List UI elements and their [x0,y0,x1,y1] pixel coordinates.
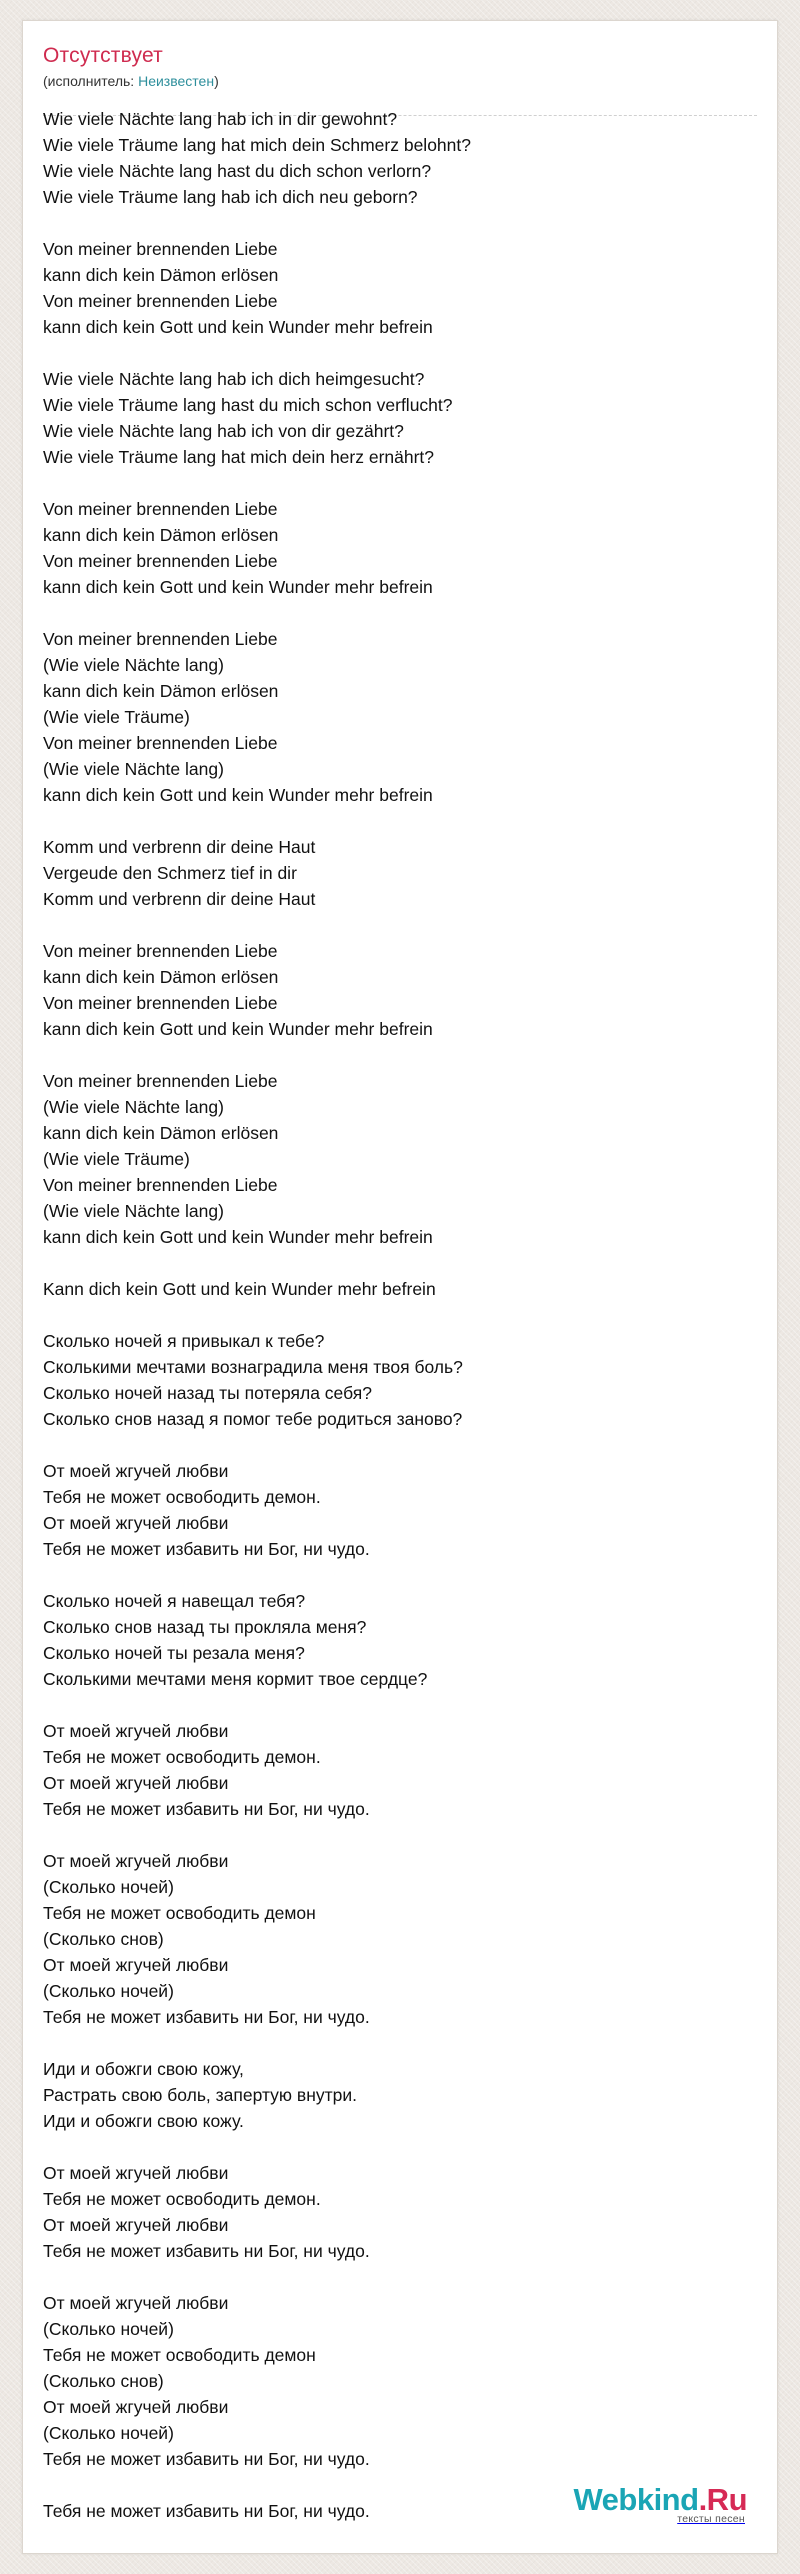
lyrics-stanza [43,2160,743,2264]
song-title: Отсутствует [43,44,163,67]
lyric-line: (Сколько ночей) [43,2423,174,2443]
lyric-line: Von meiner brennenden Liebe [43,1071,278,1091]
lyrics-stanza [43,834,743,912]
lyric-line: (Wie viele Nächte lang) [43,759,224,779]
lyrics-stanza [43,2290,743,2472]
lyric-line: Сколькими мечтами меня кормит твое сердце? [43,1669,428,1689]
lyrics-stanza [43,1588,743,1692]
lyric-line: Иди и обожги свою кожу, [43,2059,244,2079]
lyric-line: Тебя не может освободить демон. [43,1747,321,1767]
artist-link[interactable]: Неизвестен [138,73,215,89]
lyric-line: kann dich kein Dämon erlösen [43,1123,279,1143]
lyric-line: kann dich kein Gott und kein Wunder mehr befrein [43,785,433,805]
lyric-line: Von meiner brennenden Liebe [43,239,278,259]
lyric-line: Von meiner brennenden Liebe [43,1175,278,1195]
logo-word: Webkind [573,2482,699,2517]
lyrics-stanza [43,496,743,600]
lyric-line: Тебя не может освободить демон. [43,1487,321,1507]
lyric-line: (Wie viele Nächte lang) [43,1097,224,1117]
lyric-line: (Сколько снов) [43,1929,164,1949]
lyric-line: Von meiner brennenden Liebe [43,993,278,1013]
lyric-line: Komm und verbrenn dir deine Haut [43,889,316,909]
lyric-line: (Wie viele Träume) [43,1149,190,1169]
lyric-line: Сколько снов назад я помог тебе родиться заново? [43,1409,463,1429]
lyric-line: Von meiner brennenden Liebe [43,941,278,961]
webkind-logo[interactable] [547,2483,747,2531]
lyric-line: (Сколько ночей) [43,1981,174,2001]
lyric-line: От моей жгучей любви [43,2397,229,2417]
lyric-line: Иди и обожги свою кожу. [43,2111,244,2131]
lyric-line: Von meiner brennenden Liebe [43,629,278,649]
lyric-line: Wie viele Träume lang hat mich dein herz ernährt? [43,447,435,467]
lyric-line: Komm und verbrenn dir deine Haut [43,837,316,857]
lyric-line: kann dich kein Dämon erlösen [43,967,279,987]
lyric-line: От моей жгучей любви [43,1461,229,1481]
lyric-line: kann dich kein Dämon erlösen [43,681,279,701]
lyric-line: Сколько ночей назад ты потеряла себя? [43,1383,372,1403]
lyric-line: Von meiner brennenden Liebe [43,291,278,311]
lyrics-stanza [43,366,743,470]
logo-wordmark [573,2483,747,2517]
lyric-line: Тебя не может освободить демон [43,2345,316,2365]
lyrics-stanza [43,1276,743,1302]
lyric-line: (Wie viele Träume) [43,707,190,727]
lyric-line: Тебя не может избавить ни Бог, ни чудо. [43,2241,370,2261]
lyric-line: Wie viele Nächte lang hab ich von dir gezährt? [43,421,404,441]
lyric-line: От моей жгучей любви [43,1721,229,1741]
lyric-line: Сколько ночей ты резала меня? [43,1643,305,1663]
lyric-line: От моей жгучей любви [43,2293,229,2313]
lyrics-stanza [43,1458,743,1562]
lyric-line: Сколько снов назад ты прокляла меня? [43,1617,367,1637]
lyric-line: kann dich kein Gott und kein Wunder mehr befrein [43,1019,433,1039]
lyric-line: Wie viele Nächte lang hast du dich schon verlorn? [43,161,432,181]
lyrics-stanza [43,938,743,1042]
lyric-line: kann dich kein Gott und kein Wunder mehr befrein [43,317,433,337]
lyric-line: От моей жгучей любви [43,1851,229,1871]
lyric-line: От моей жгучей любви [43,2215,229,2235]
lyric-line: Wie viele Nächte lang hab ich in dir gewohnt? [43,109,398,129]
lyric-line: Тебя не может избавить ни Бог, ни чудо. [43,1799,370,1819]
lyrics-stanza [43,106,743,210]
lyric-line: Тебя не может избавить ни Бог, ни чудо. [43,2449,370,2469]
lyric-line: От моей жгучей любви [43,2163,229,2183]
artist-suffix: ) [214,73,219,89]
lyric-line: (Сколько снов) [43,2371,164,2391]
lyric-line: Тебя не может избавить ни Бог, ни чудо. [43,1539,370,1559]
lyric-line: (Wie viele Nächte lang) [43,1201,224,1221]
lyrics-stanza [43,1848,743,2030]
lyric-line: Von meiner brennenden Liebe [43,499,278,519]
lyric-line: Растрать свою боль, запертую внутри. [43,2085,358,2105]
lyric-line: Von meiner brennenden Liebe [43,551,278,571]
lyrics-stanza [43,1328,743,1432]
lyric-line: От моей жгучей любви [43,1773,229,1793]
lyric-line: Vergeude den Schmerz tief in dir [43,863,297,883]
lyric-line: kann dich kein Dämon erlösen [43,525,279,545]
lyric-line: Тебя не может освободить демон [43,1903,316,1923]
lyrics-stanza [43,1068,743,1250]
artist-line [43,72,757,90]
lyric-line: От моей жгучей любви [43,1513,229,1533]
lyric-line: Wie viele Träume lang hab ich dich neu geborn? [43,187,418,207]
lyric-line: Сколькими мечтами вознаградила меня твоя боль? [43,1357,463,1377]
lyric-line: kann dich kein Dämon erlösen [43,265,279,285]
lyric-line: kann dich kein Gott und kein Wunder mehr befrein [43,1227,433,1247]
lyric-line: (Сколько ночей) [43,1877,174,1897]
lyric-line: От моей жгучей любви [43,1955,229,1975]
lyric-line: Тебя не может избавить ни Бог, ни чудо. [43,2501,370,2521]
lyric-line: Тебя не может избавить ни Бог, ни чудо. [43,2007,370,2027]
lyrics-card [22,20,778,2554]
lyric-line: Wie viele Träume lang hat mich dein Schmerz belohnt? [43,135,471,155]
lyric-line: Сколько ночей я привыкал к тебе? [43,1331,325,1351]
lyrics-stanza [43,1718,743,1822]
lyric-line: kann dich kein Gott und kein Wunder mehr befrein [43,577,433,597]
lyric-line: Von meiner brennenden Liebe [43,733,278,753]
lyric-line: Wie viele Nächte lang hab ich dich heimgesucht? [43,369,425,389]
lyric-line: (Wie viele Nächte lang) [43,655,224,675]
lyric-line: Тебя не может освободить демон. [43,2189,321,2209]
lyric-line: (Сколько ночей) [43,2319,174,2339]
lyric-line: Сколько ночей я навещал тебя? [43,1591,306,1611]
lyric-line: Wie viele Träume lang hast du mich schon verflucht? [43,395,453,415]
lyrics-stanza [43,626,743,808]
artist-prefix: (исполнитель: [43,73,139,89]
lyrics-stanza [43,236,743,340]
logo-tld: .Ru [698,2482,747,2517]
lyric-line: Kann dich kein Gott und kein Wunder mehr befrein [43,1279,436,1299]
logo-tagline: тексты песен [677,2513,745,2525]
lyrics-body [43,106,743,2550]
lyrics-stanza [43,2056,743,2134]
